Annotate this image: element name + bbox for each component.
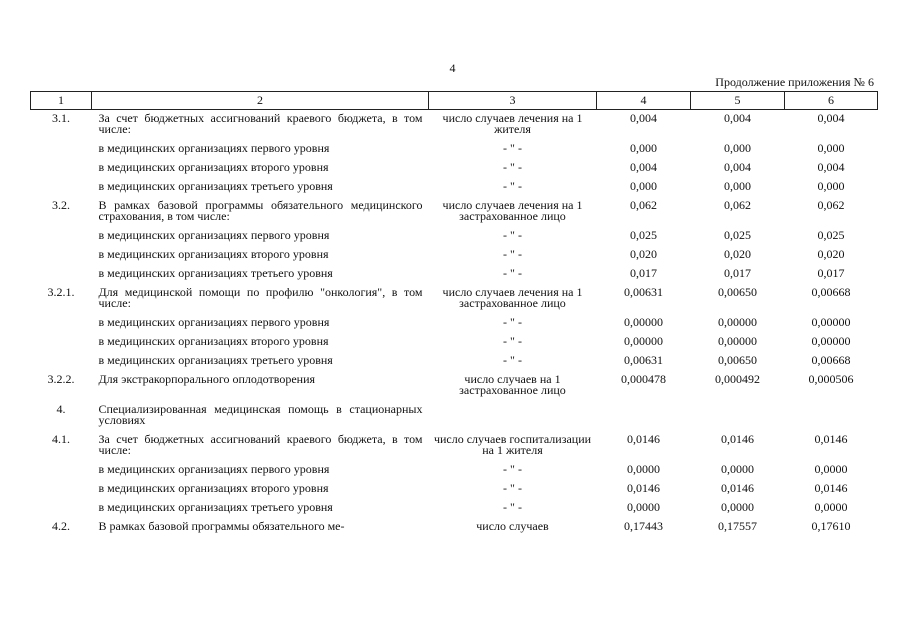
table-row xyxy=(31,284,878,314)
row-number xyxy=(31,352,92,371)
row-value-col6: 0,000506 xyxy=(808,372,854,386)
table-row xyxy=(31,499,878,518)
row-value-col6: 0,00668 xyxy=(811,285,851,299)
table-row xyxy=(31,197,878,227)
table-row xyxy=(31,140,878,159)
row-value-col4: 0,0146 xyxy=(627,432,660,446)
row-unit: - " - xyxy=(503,266,522,280)
row-number xyxy=(31,140,92,159)
row-value-col6: 0,004 xyxy=(817,111,845,125)
header-col-4: 4 xyxy=(597,92,691,110)
table-row xyxy=(31,265,878,284)
row-number xyxy=(31,499,92,518)
row-value-col4: 0,17443 xyxy=(624,519,663,533)
row-unit: число случаев лечения на 1 жителя xyxy=(442,111,583,136)
row-number xyxy=(31,227,92,246)
row-name: в медицинских организациях второго уровня xyxy=(98,481,329,495)
table-row xyxy=(31,110,878,141)
row-name: в медицинских организациях третьего уровня xyxy=(98,179,333,193)
row-value-col4: 0,062 xyxy=(630,198,657,212)
row-number xyxy=(31,265,92,284)
header-col-1: 1 xyxy=(31,92,92,110)
row-value-col5: 0,0000 xyxy=(721,462,754,476)
row-name: в медицинских организациях первого уровня xyxy=(98,228,330,242)
table-row xyxy=(31,333,878,352)
row-unit: - " - xyxy=(503,481,522,495)
continuation-label: Продолжение приложения № 6 xyxy=(715,75,874,89)
row-number: 3.1. xyxy=(52,111,70,125)
row-unit: число случаев на 1 застрахованное лицо xyxy=(459,372,566,397)
row-value-col4: 0,020 xyxy=(630,247,657,261)
row-value-col4: 0,000 xyxy=(630,141,657,155)
row-value-col6: 0,00000 xyxy=(811,334,851,348)
row-value-col6: 0,0000 xyxy=(814,462,848,476)
row-unit: - " - xyxy=(503,462,522,476)
row-value-col6: 0,017 xyxy=(817,266,845,280)
row-name: Для экстракорпорального оплодотворения xyxy=(98,372,316,386)
row-number xyxy=(31,159,92,178)
row-unit: - " - xyxy=(503,334,522,348)
row-value-col4: 0,00000 xyxy=(624,315,663,329)
row-name: За счет бюджетных ассигнований краевого бюджета, в том числе: xyxy=(98,111,423,136)
row-value-col6: 0,17610 xyxy=(811,519,851,533)
row-number xyxy=(31,178,92,197)
row-value-col6: 0,0146 xyxy=(814,481,848,495)
header-col-6: 6 xyxy=(785,92,878,110)
row-unit: - " - xyxy=(503,179,522,193)
row-name: в медицинских организациях первого уровня xyxy=(98,462,330,476)
row-value-col6: 0,0000 xyxy=(814,500,848,514)
row-unit: - " - xyxy=(503,247,522,261)
row-number: 4.1. xyxy=(52,432,70,446)
table-row xyxy=(31,431,878,461)
row-value-col6: 0,0146 xyxy=(814,432,848,446)
row-name: в медицинских организациях первого уровня xyxy=(98,141,330,155)
row-value-col6: 0,020 xyxy=(817,247,845,261)
row-name: в медицинских организациях первого уровня xyxy=(98,315,330,329)
row-name: в медицинских организациях третьего уровня xyxy=(98,353,333,367)
row-name: в медицинских организациях второго уровня xyxy=(98,160,329,174)
table-row xyxy=(31,314,878,333)
row-value-col4: 0,004 xyxy=(630,111,657,125)
row-unit: - " - xyxy=(503,160,522,174)
row-value-col4: 0,0000 xyxy=(627,462,660,476)
table-row xyxy=(31,227,878,246)
row-value-col6 xyxy=(785,401,878,431)
row-number xyxy=(31,333,92,352)
row-value-col5: 0,0000 xyxy=(721,500,754,514)
row-name: В рамках базовой программы обязательного ме- xyxy=(98,519,345,533)
page-number: 4 xyxy=(449,61,456,75)
row-value-col5: 0,020 xyxy=(724,247,751,261)
row-number: 3.2. xyxy=(52,198,70,212)
row-unit: число случаев лечения на 1 застрахованное лицо xyxy=(442,198,583,223)
row-value-col6: 0,062 xyxy=(817,198,845,212)
row-number: 4. xyxy=(56,402,66,416)
row-unit: - " - xyxy=(503,315,522,329)
row-number: 4.2. xyxy=(52,519,70,533)
table-header-row xyxy=(31,92,878,110)
row-unit: - " - xyxy=(503,141,522,155)
table-row xyxy=(31,371,878,401)
row-number xyxy=(31,480,92,499)
row-value-col5: 0,17557 xyxy=(718,519,757,533)
row-unit: - " - xyxy=(503,228,522,242)
row-value-col4: 0,004 xyxy=(630,160,657,174)
row-unit: - " - xyxy=(503,353,522,367)
row-value-col4: 0,0146 xyxy=(627,481,660,495)
row-value-col4: 0,00631 xyxy=(624,353,663,367)
table-row xyxy=(31,401,878,431)
row-value-col5: 0,00000 xyxy=(718,334,757,348)
row-unit: число случаев госпитализации на 1 жителя xyxy=(433,432,592,457)
row-unit: - " - xyxy=(503,500,522,514)
row-name: в медицинских организациях третьего уровня xyxy=(98,500,333,514)
table-row xyxy=(31,461,878,480)
table-row xyxy=(31,159,878,178)
row-value-col4: 0,000478 xyxy=(621,372,666,386)
row-value-col4: 0,025 xyxy=(630,228,657,242)
header-col-5: 5 xyxy=(691,92,785,110)
row-value-col5: 0,0146 xyxy=(721,481,754,495)
row-value-col5: 0,004 xyxy=(724,111,751,125)
row-value-col6: 0,004 xyxy=(817,160,845,174)
row-value-col4: 0,00000 xyxy=(624,334,663,348)
header-col-2: 2 xyxy=(92,92,429,110)
row-name: Для медицинской помощи по профилю "онкология", в том числе: xyxy=(98,285,423,310)
row-name: в медицинских организациях второго уровня xyxy=(98,247,329,261)
row-name: в медицинских организациях третьего уровня xyxy=(98,266,333,280)
row-unit: число случаев лечения на 1 застрахованное лицо xyxy=(442,285,583,310)
appendix-table xyxy=(30,91,878,537)
row-value-col4 xyxy=(597,401,691,431)
row-number xyxy=(31,314,92,333)
table-row xyxy=(31,246,878,265)
row-value-col5 xyxy=(691,401,785,431)
row-value-col5: 0,025 xyxy=(724,228,751,242)
row-number xyxy=(31,461,92,480)
row-name: За счет бюджетных ассигнований краевого бюджета, в том числе: xyxy=(98,432,423,457)
row-value-col4: 0,00631 xyxy=(624,285,663,299)
table-row xyxy=(31,518,878,537)
row-value-col5: 0,000 xyxy=(724,141,751,155)
row-value-col6: 0,025 xyxy=(817,228,845,242)
row-value-col4: 0,000 xyxy=(630,179,657,193)
table-body xyxy=(31,110,878,538)
table-row xyxy=(31,480,878,499)
table-row xyxy=(31,178,878,197)
row-value-col4: 0,017 xyxy=(630,266,657,280)
row-value-col4: 0,0000 xyxy=(627,500,660,514)
row-number: 3.2.2. xyxy=(47,372,75,386)
row-value-col6: 0,00668 xyxy=(811,353,851,367)
row-value-col5: 0,0146 xyxy=(721,432,754,446)
row-value-col6: 0,000 xyxy=(817,179,845,193)
row-unit: число случаев xyxy=(476,519,549,533)
row-value-col6: 0,00000 xyxy=(811,315,851,329)
row-value-col5: 0,00650 xyxy=(718,285,757,299)
row-value-col5: 0,000492 xyxy=(715,372,760,386)
row-unit xyxy=(429,401,597,431)
row-value-col6: 0,000 xyxy=(817,141,845,155)
row-number: 3.2.1. xyxy=(47,285,75,299)
row-value-col5: 0,004 xyxy=(724,160,751,174)
row-value-col5: 0,00000 xyxy=(718,315,757,329)
row-name: В рамках базовой программы обязательного медицинского страхования, в том числе: xyxy=(98,198,423,223)
row-name: в медицинских организациях второго уровня xyxy=(98,334,329,348)
row-value-col5: 0,00650 xyxy=(718,353,757,367)
row-value-col5: 0,000 xyxy=(724,179,751,193)
row-value-col5: 0,062 xyxy=(724,198,751,212)
table-row xyxy=(31,352,878,371)
row-name: Специализированная медицинская помощь в стационарных условиях xyxy=(98,402,423,427)
header-col-3: 3 xyxy=(429,92,597,110)
row-value-col5: 0,017 xyxy=(724,266,751,280)
row-number xyxy=(31,246,92,265)
